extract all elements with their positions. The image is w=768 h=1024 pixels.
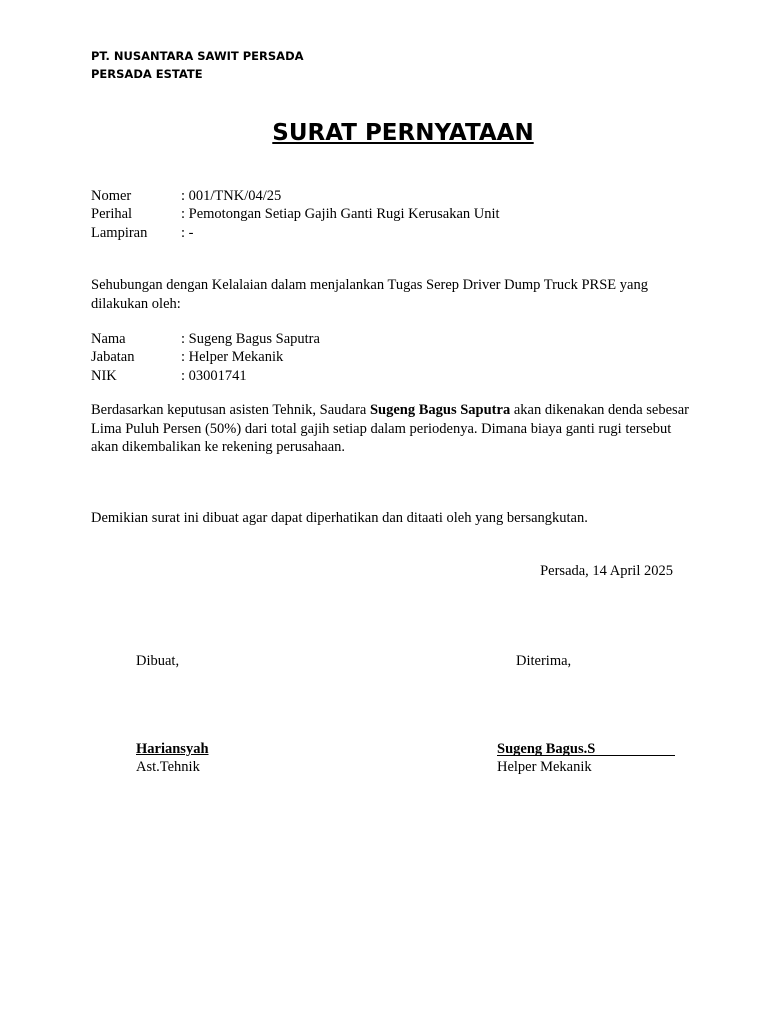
letter-info-value: : - xyxy=(181,225,194,241)
company-name: PT. NUSANTARA SAWIT PERSADA xyxy=(91,49,304,63)
signature-made-by-heading: Dibuat, xyxy=(136,653,180,669)
signer-right-name: Sugeng Bagus.S xyxy=(497,741,596,757)
letter-info-label: Lampiran xyxy=(91,225,148,241)
letter-info-label: Perihal xyxy=(91,206,133,222)
document-title: SURAT PERNYATAAN xyxy=(272,120,534,146)
person-value: : 03001741 xyxy=(181,368,247,384)
letter-info-attachment xyxy=(91,224,193,242)
decision-person-name: Sugeng Bagus Saputra xyxy=(369,402,511,418)
letter-info-number xyxy=(91,187,281,205)
letter-info-value: : 001/TNK/04/25 xyxy=(181,188,282,204)
person-value: : Sugeng Bagus Saputra xyxy=(181,331,320,347)
person-name-row xyxy=(91,330,320,348)
signature-underline xyxy=(497,755,675,756)
signer-left-title: Ast.Tehnik xyxy=(136,759,200,775)
place-date: Persada, 14 April 2025 xyxy=(540,563,673,579)
intro-paragraph: Sehubungan dengan Kelalaian dalam menjalankan Tugas Serep Driver Dump Truck PRSE yang dilakukan oleh: xyxy=(91,277,648,312)
letter-info-value: : Pemotongan Setiap Gajih Ganti Rugi Kerusakan Unit xyxy=(181,206,500,222)
person-position-row xyxy=(91,348,283,366)
closing-paragraph: Demikian surat ini dibuat agar dapat diperhatikan dan ditaati oleh yang bersangkutan. xyxy=(91,510,588,526)
signer-left-name: Hariansyah xyxy=(136,741,209,757)
decision-text-before: Berdasarkan keputusan asisten Tehnik, Saudara xyxy=(91,402,370,418)
person-nik-row xyxy=(91,367,247,385)
person-label: NIK xyxy=(91,368,117,384)
person-value: : Helper Mekanik xyxy=(181,349,284,365)
letter-info-subject xyxy=(91,205,500,223)
decision-paragraph xyxy=(91,401,691,457)
signer-right-title: Helper Mekanik xyxy=(497,759,592,775)
person-label: Jabatan xyxy=(91,349,135,365)
letter-info-label: Nomer xyxy=(91,188,132,204)
decision-text-after: akan dikenakan denda sebesar Lima Puluh Persen (50%) dari total gajih setiap dalam periodenya. Dimana biaya ganti rugi tersebut akan dikembalikan ke rekening perusahaan. xyxy=(91,402,689,455)
estate-name: PERSADA ESTATE xyxy=(91,67,203,81)
person-label: Nama xyxy=(91,331,126,347)
signature-received-by-heading: Diterima, xyxy=(516,653,572,669)
